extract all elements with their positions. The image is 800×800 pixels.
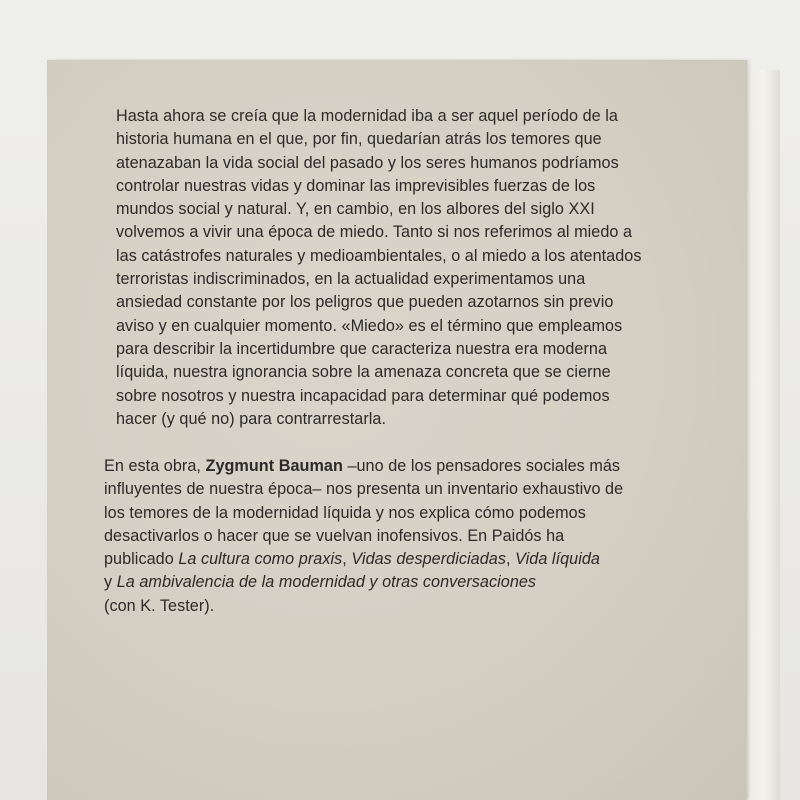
text: y <box>104 573 117 592</box>
synopsis-line: controlar nuestras vidas y dominar las imprevisibles fuerzas de los <box>116 176 596 195</box>
synopsis-line: atenazaban la vida social del pasado y los seres humanos podríamos <box>116 153 619 172</box>
text: –uno de los pensadores sociales más <box>342 457 621 475</box>
synopsis-line: Hasta ahora se creía que la modernidad iba a ser aquel período de la <box>116 107 618 125</box>
text: En esta obra, <box>104 457 206 475</box>
book-title: Vidas desperdiciadas <box>351 550 506 569</box>
synopsis-line: ansiedad constante por los peligros que pueden azotarnos sin previo <box>116 293 614 312</box>
synopsis-line: hacer (y qué no) para contrarrestarla. <box>116 409 387 428</box>
synopsis-paragraph <box>116 105 736 431</box>
book-title: La cultura como praxis <box>178 550 343 569</box>
text: , <box>505 550 516 569</box>
synopsis-line: las catástrofes naturales y medioambientales, o al miedo a los atentados <box>116 246 642 265</box>
synopsis-line: terroristas indiscriminados, en la actualidad experimentamos una <box>116 270 586 289</box>
synopsis-line: líquida, nuestra ignorancia sobre la amenaza concreta que se cierne <box>116 363 611 382</box>
synopsis-line: historia humana en el que, por fin, quedarían atrás los temores que <box>116 130 602 149</box>
book-back-cover <box>47 60 747 800</box>
author-line <box>104 571 736 594</box>
author-line <box>104 455 736 478</box>
book-title: La ambivalencia de la modernidad y otras conversaciones <box>116 573 537 592</box>
book-title: Vida líquida <box>515 550 600 569</box>
author-line <box>104 548 736 571</box>
synopsis-line: volvemos a vivir una época de miedo. Tanto si nos referimos al miedo a <box>116 223 633 242</box>
author-name: Zygmunt Bauman <box>205 457 343 475</box>
author-line: influyentes de nuestra época– nos presenta un inventario exhaustivo de <box>104 480 624 499</box>
author-line: desactivarlos o hacer que se vuelvan inofensivos. En Paidós ha <box>104 526 565 545</box>
synopsis-line: aviso y en cualquier momento. «Miedo» es el término que empleamos <box>116 316 623 335</box>
synopsis-line: mundos social y natural. Y, en cambio, en los albores del siglo XXI <box>116 200 595 219</box>
author-paragraph <box>104 455 736 618</box>
author-line: (con K. Tester). <box>104 596 215 615</box>
text: , <box>342 550 352 569</box>
text: publicado <box>104 550 179 569</box>
synopsis-line: para describir la incertidumbre que caracteriza nuestra era moderna <box>116 339 608 358</box>
author-line: los temores de la modernidad líquida y nos explica cómo podemos <box>104 503 586 522</box>
synopsis-line: sobre nosotros y nuestra incapacidad para determinar qué podemos <box>116 386 610 405</box>
